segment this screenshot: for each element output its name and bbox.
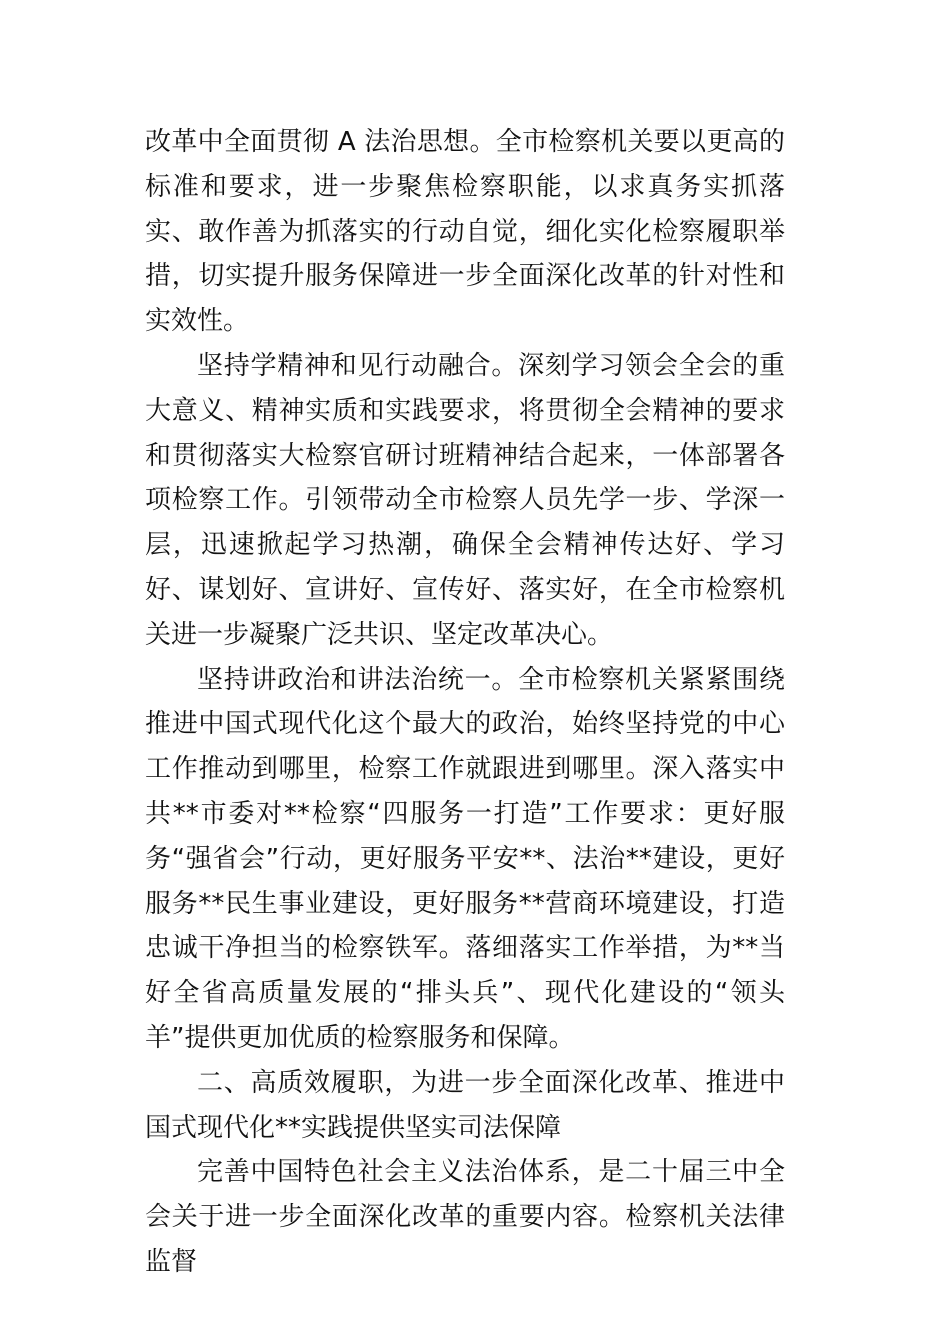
section-heading-two: 二、高质效履职，为进一步全面深化改革、推进中国式现代化**实践提供坚实司法保障 bbox=[145, 1067, 785, 1143]
paragraph-study-spirit: 坚持学精神和见行动融合。深刻学习领会全会的重大意义、精神实质和实践要求，将贯彻全会精神的要求和贯彻落实大检察官研讨班精神结合起来，一体部署各项检察工作。引领带动全市检察人员先学一步、学深一层，迅速掀起学习热潮，确保全会精神传达好、学习好、谋划好、宣讲好、宣传好、落实好，在全市检察机关进一步凝聚广泛共识、坚定改革决心。 bbox=[145, 350, 785, 650]
document-body bbox=[145, 120, 785, 1285]
paragraph-rule-of-law-system: 完善中国特色社会主义法治体系，是二十届三中全会关于进一步全面深化改革的重要内容。检察机关法律监督 bbox=[145, 1157, 785, 1277]
paragraph-politics-law: 坚持讲政治和讲法治统一。全市检察机关紧紧围绕推进中国式现代化这个最大的政治，始终坚持党的中心工作推动到哪里，检察工作就跟进到哪里。深入落实中共**市委对**检察“四服务一打造”工作要求：更好服务“强省会”行动，更好服务平安**、法治**建设，更好服务**民生事业建设，更好服务**营商环境建设，打造忠诚干净担当的检察铁军。落细落实工作举措，为**当好全省高质量发展的“排头兵”、现代化建设的“领头羊”提供更加优质的检察服务和保障。 bbox=[145, 664, 785, 1053]
paragraph-continuation: 改革中全面贯彻 A 法治思想。全市检察机关要以更高的标准和要求，进一步聚焦检察职能，以求真务实抓落实、敢作善为抓落实的行动自觉，细化实化检察履职举措，切实提升服务保障进一步全面深化改革的针对性和实效性。 bbox=[145, 127, 785, 337]
